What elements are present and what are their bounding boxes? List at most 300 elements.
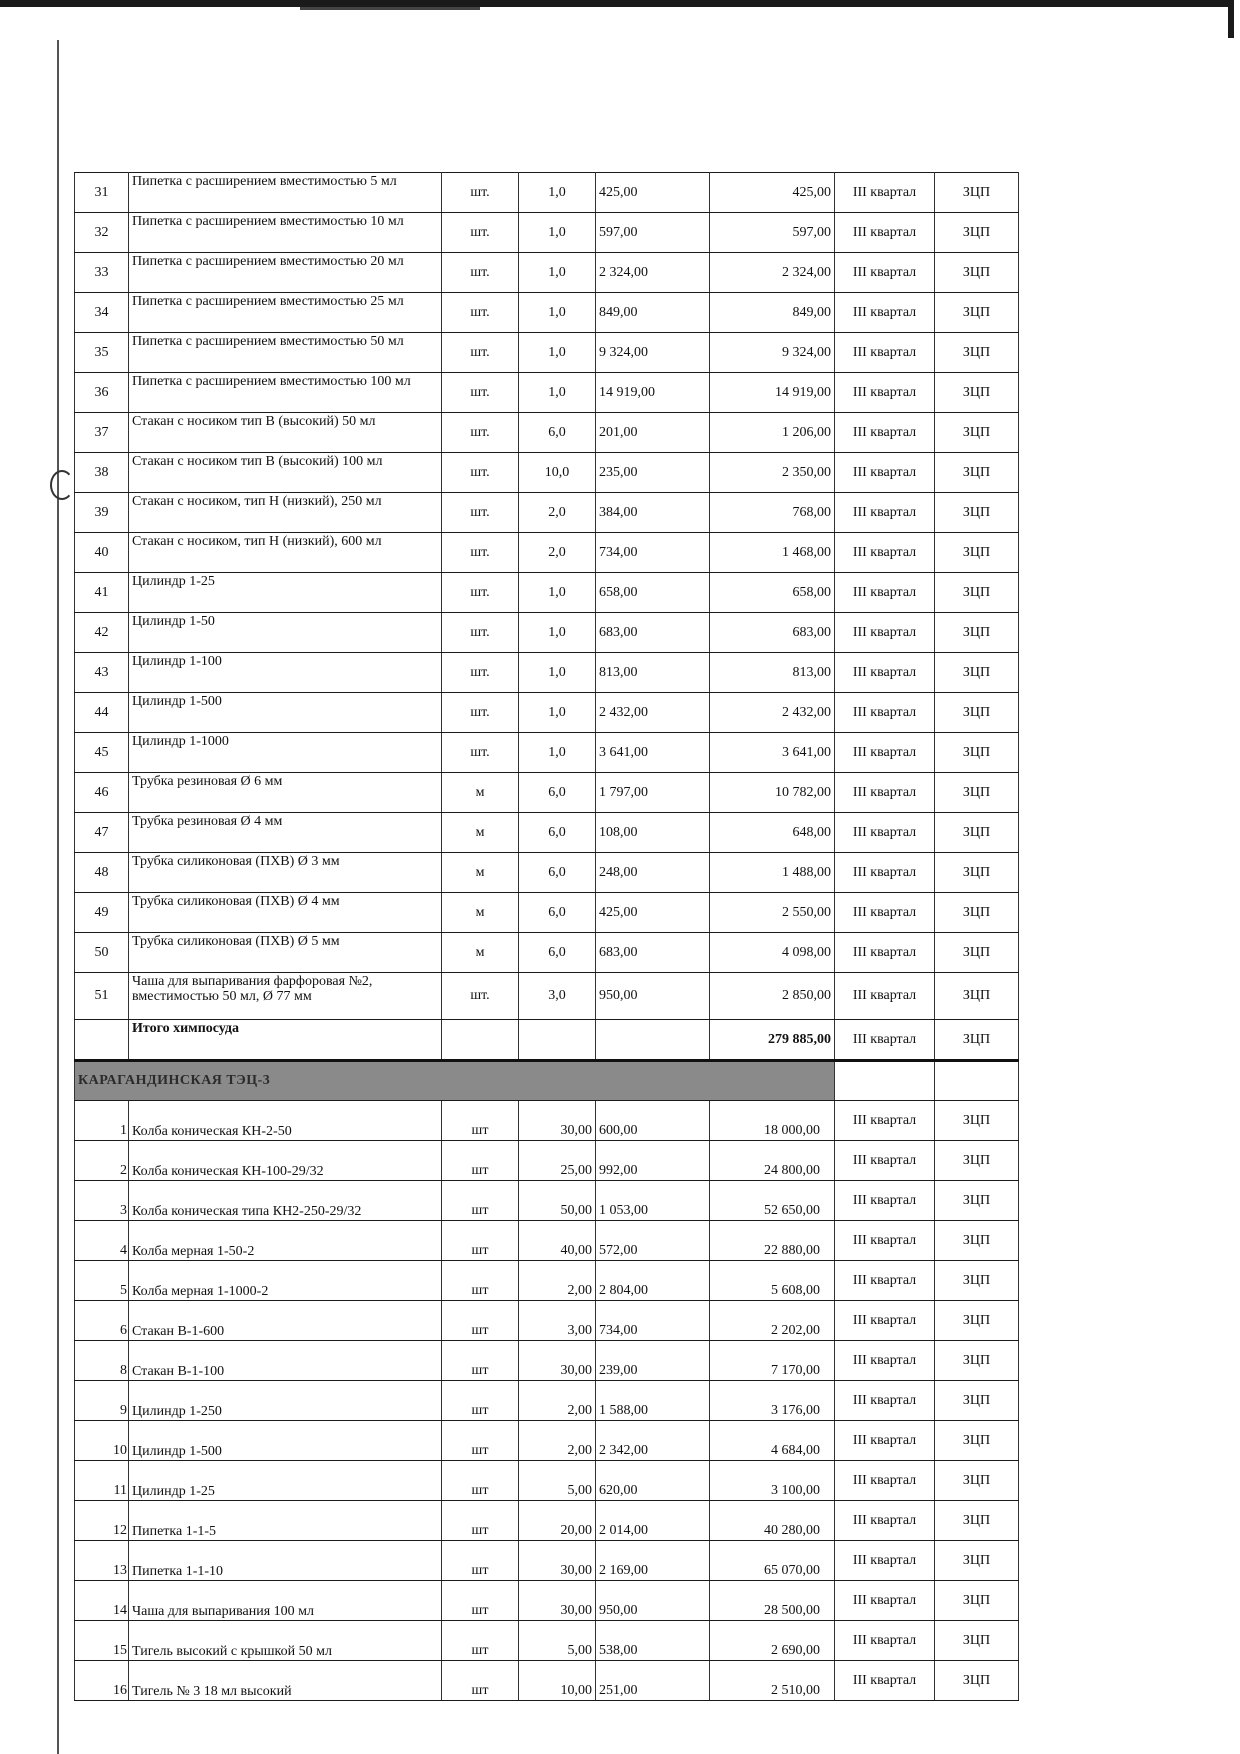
table-row	[75, 1581, 1019, 1621]
unit-price: 992,00	[596, 1141, 710, 1181]
quantity: 6,0	[519, 893, 596, 933]
price-source: ЗЦП	[935, 1301, 1019, 1341]
row-number: 36	[75, 373, 129, 413]
price-source: ЗЦП	[935, 1181, 1019, 1221]
item-name: Пипетка 1-1-10	[129, 1541, 442, 1581]
unit-price: 239,00	[596, 1341, 710, 1381]
item-name: Пипетка с расширением вместимостью 100 мл	[129, 373, 442, 413]
unit: шт	[442, 1421, 519, 1461]
price-source: ЗЦП	[935, 373, 1019, 413]
scan-top-border	[0, 0, 1228, 7]
unit: шт	[442, 1501, 519, 1541]
price-source: ЗЦП	[935, 493, 1019, 533]
quantity: 1,0	[519, 573, 596, 613]
total-quarter: III квартал	[835, 1020, 935, 1061]
item-name: Колба коническая КН-2-50	[129, 1101, 442, 1141]
unit: шт.	[442, 573, 519, 613]
price-source: ЗЦП	[935, 1581, 1019, 1621]
row-number: 1	[75, 1101, 129, 1141]
amount: 1 488,00	[710, 853, 835, 893]
quantity: 30,00	[519, 1541, 596, 1581]
quantity: 1,0	[519, 213, 596, 253]
table-row	[75, 413, 1019, 453]
row-number: 14	[75, 1581, 129, 1621]
amount: 3 100,00	[710, 1461, 835, 1501]
quantity: 30,00	[519, 1101, 596, 1141]
total-amount: 279 885,00	[710, 1020, 835, 1061]
amount: 2 202,00	[710, 1301, 835, 1341]
table-row	[75, 1261, 1019, 1301]
item-name: Цилиндр 1-100	[129, 653, 442, 693]
amount: 52 650,00	[710, 1181, 835, 1221]
quantity: 6,0	[519, 773, 596, 813]
table-row	[75, 1621, 1019, 1661]
delivery-quarter: III квартал	[835, 1461, 935, 1501]
table-row	[75, 533, 1019, 573]
table-row	[75, 333, 1019, 373]
price-source: ЗЦП	[935, 653, 1019, 693]
item-name: Пипетка с расширением вместимостью 25 мл	[129, 293, 442, 333]
table-row	[75, 1461, 1019, 1501]
delivery-quarter: III квартал	[835, 1541, 935, 1581]
unit-price: 683,00	[596, 613, 710, 653]
scan-corner-mark	[1228, 0, 1234, 38]
price-source: ЗЦП	[935, 973, 1019, 1020]
unit-price: 235,00	[596, 453, 710, 493]
quantity: 6,0	[519, 853, 596, 893]
item-name: Стакан с носиком тип В (высокий) 100 мл	[129, 453, 442, 493]
table-row	[75, 1381, 1019, 1421]
amount: 597,00	[710, 213, 835, 253]
unit-price: 425,00	[596, 173, 710, 213]
row-number: 10	[75, 1421, 129, 1461]
item-name: Цилиндр 1-25	[129, 573, 442, 613]
amount: 9 324,00	[710, 333, 835, 373]
price-source: ЗЦП	[935, 1421, 1019, 1461]
quantity: 2,0	[519, 493, 596, 533]
unit: шт.	[442, 533, 519, 573]
total-row	[75, 1020, 1019, 1061]
unit-price: 734,00	[596, 1301, 710, 1341]
table-row	[75, 1301, 1019, 1341]
item-name: Чаша для выпаривания фарфоровая №2, вместимостью 50 мл, Ø 77 мм	[129, 973, 442, 1020]
amount: 18 000,00	[710, 1101, 835, 1141]
table-row	[75, 1661, 1019, 1701]
unit-price: 849,00	[596, 293, 710, 333]
delivery-quarter: III квартал	[835, 693, 935, 733]
table-row	[75, 1421, 1019, 1461]
table-row	[75, 373, 1019, 413]
item-name: Чаша для выпаривания 100 мл	[129, 1581, 442, 1621]
table-row	[75, 853, 1019, 893]
row-number: 3	[75, 1181, 129, 1221]
unit: м	[442, 853, 519, 893]
table-row	[75, 893, 1019, 933]
section-empty-cell	[835, 1061, 935, 1101]
item-name: Пипетка с расширением вместимостью 50 мл	[129, 333, 442, 373]
row-number: 38	[75, 453, 129, 493]
amount: 1 206,00	[710, 413, 835, 453]
row-number: 51	[75, 973, 129, 1020]
amount: 2 432,00	[710, 693, 835, 733]
table-row	[75, 693, 1019, 733]
delivery-quarter: III квартал	[835, 853, 935, 893]
table-row	[75, 573, 1019, 613]
price-source: ЗЦП	[935, 733, 1019, 773]
row-number: 13	[75, 1541, 129, 1581]
price-source: ЗЦП	[935, 893, 1019, 933]
row-number: 9	[75, 1381, 129, 1421]
amount: 10 782,00	[710, 773, 835, 813]
delivery-quarter: III квартал	[835, 293, 935, 333]
delivery-quarter: III квартал	[835, 453, 935, 493]
total-price-cell	[596, 1020, 710, 1061]
amount: 648,00	[710, 813, 835, 853]
section-empty-cell	[935, 1061, 1019, 1101]
row-number: 6	[75, 1301, 129, 1341]
unit: шт.	[442, 253, 519, 293]
amount: 4 098,00	[710, 933, 835, 973]
unit-price: 572,00	[596, 1221, 710, 1261]
row-number: 46	[75, 773, 129, 813]
unit-price: 597,00	[596, 213, 710, 253]
table-row	[75, 653, 1019, 693]
table-row	[75, 613, 1019, 653]
item-name: Тигель № 3 18 мл высокий	[129, 1661, 442, 1701]
amount: 14 919,00	[710, 373, 835, 413]
amount: 40 280,00	[710, 1501, 835, 1541]
table-row	[75, 1501, 1019, 1541]
unit: шт	[442, 1101, 519, 1141]
unit-price: 2 432,00	[596, 693, 710, 733]
unit-price: 683,00	[596, 933, 710, 973]
quantity: 6,0	[519, 933, 596, 973]
amount: 28 500,00	[710, 1581, 835, 1621]
unit-price: 2 342,00	[596, 1421, 710, 1461]
delivery-quarter: III квартал	[835, 493, 935, 533]
quantity: 5,00	[519, 1621, 596, 1661]
price-source: ЗЦП	[935, 1461, 1019, 1501]
delivery-quarter: III квартал	[835, 1501, 935, 1541]
quantity: 3,00	[519, 1301, 596, 1341]
quantity: 2,0	[519, 533, 596, 573]
unit: шт.	[442, 493, 519, 533]
row-number: 8	[75, 1341, 129, 1381]
amount: 849,00	[710, 293, 835, 333]
unit-price: 425,00	[596, 893, 710, 933]
delivery-quarter: III квартал	[835, 413, 935, 453]
total-label: Итого химпосуда	[129, 1020, 442, 1061]
unit-price: 248,00	[596, 853, 710, 893]
quantity: 30,00	[519, 1341, 596, 1381]
price-source: ЗЦП	[935, 1381, 1019, 1421]
unit-price: 950,00	[596, 1581, 710, 1621]
delivery-quarter: III квартал	[835, 1421, 935, 1461]
item-name: Стакан с носиком, тип Н (низкий), 250 мл	[129, 493, 442, 533]
quantity: 10,0	[519, 453, 596, 493]
delivery-quarter: III квартал	[835, 373, 935, 413]
delivery-quarter: III квартал	[835, 813, 935, 853]
table-row	[75, 1181, 1019, 1221]
item-name: Тигель высокий с крышкой 50 мл	[129, 1621, 442, 1661]
unit-price: 538,00	[596, 1621, 710, 1661]
price-source: ЗЦП	[935, 173, 1019, 213]
row-number: 39	[75, 493, 129, 533]
quantity: 2,00	[519, 1381, 596, 1421]
row-number: 15	[75, 1621, 129, 1661]
amount: 2 510,00	[710, 1661, 835, 1701]
row-number: 43	[75, 653, 129, 693]
unit-price: 2 014,00	[596, 1501, 710, 1541]
quantity: 1,0	[519, 173, 596, 213]
item-name: Цилиндр 1-1000	[129, 733, 442, 773]
quantity: 20,00	[519, 1501, 596, 1541]
quantity: 30,00	[519, 1581, 596, 1621]
amount: 683,00	[710, 613, 835, 653]
unit-price: 620,00	[596, 1461, 710, 1501]
item-name: Трубка резиновая Ø 6 мм	[129, 773, 442, 813]
unit-price: 950,00	[596, 973, 710, 1020]
table-row	[75, 733, 1019, 773]
unit: шт.	[442, 293, 519, 333]
row-number: 33	[75, 253, 129, 293]
unit: м	[442, 813, 519, 853]
delivery-quarter: III квартал	[835, 1341, 935, 1381]
unit-price: 2 804,00	[596, 1261, 710, 1301]
unit: шт	[442, 1261, 519, 1301]
quantity: 1,0	[519, 693, 596, 733]
unit: шт	[442, 1621, 519, 1661]
unit-price: 1 053,00	[596, 1181, 710, 1221]
price-source: ЗЦП	[935, 453, 1019, 493]
unit: шт.	[442, 693, 519, 733]
table-row	[75, 933, 1019, 973]
unit-price: 201,00	[596, 413, 710, 453]
delivery-quarter: III квартал	[835, 973, 935, 1020]
item-name: Цилиндр 1-50	[129, 613, 442, 653]
row-number: 41	[75, 573, 129, 613]
unit: м	[442, 893, 519, 933]
item-name: Трубка силиконовая (ПХВ) Ø 4 мм	[129, 893, 442, 933]
unit-price: 1 797,00	[596, 773, 710, 813]
row-number: 49	[75, 893, 129, 933]
price-source: ЗЦП	[935, 693, 1019, 733]
amount: 768,00	[710, 493, 835, 533]
total-unit-cell	[442, 1020, 519, 1061]
unit-price: 734,00	[596, 533, 710, 573]
item-name: Пипетка с расширением вместимостью 20 мл	[129, 253, 442, 293]
row-number: 44	[75, 693, 129, 733]
unit-price: 2 324,00	[596, 253, 710, 293]
table-row	[75, 253, 1019, 293]
unit-price: 384,00	[596, 493, 710, 533]
row-number: 4	[75, 1221, 129, 1261]
quantity: 50,00	[519, 1181, 596, 1221]
delivery-quarter: III квартал	[835, 333, 935, 373]
item-name: Стакан В-1-100	[129, 1341, 442, 1381]
delivery-quarter: III квартал	[835, 1101, 935, 1141]
delivery-quarter: III квартал	[835, 173, 935, 213]
delivery-quarter: III квартал	[835, 613, 935, 653]
row-number: 34	[75, 293, 129, 333]
unit: шт	[442, 1381, 519, 1421]
table-row	[75, 773, 1019, 813]
total-qty-cell	[519, 1020, 596, 1061]
row-number: 32	[75, 213, 129, 253]
amount: 658,00	[710, 573, 835, 613]
price-source: ЗЦП	[935, 413, 1019, 453]
unit: шт.	[442, 733, 519, 773]
total-number-cell	[75, 1020, 129, 1061]
unit: шт.	[442, 373, 519, 413]
row-number: 42	[75, 613, 129, 653]
unit: шт.	[442, 453, 519, 493]
amount: 5 608,00	[710, 1261, 835, 1301]
unit: шт	[442, 1341, 519, 1381]
price-source: ЗЦП	[935, 853, 1019, 893]
price-source: ЗЦП	[935, 1501, 1019, 1541]
quantity: 6,0	[519, 413, 596, 453]
amount: 2 850,00	[710, 973, 835, 1020]
row-number: 2	[75, 1141, 129, 1181]
amount: 2 690,00	[710, 1621, 835, 1661]
delivery-quarter: III квартал	[835, 213, 935, 253]
quantity: 1,0	[519, 613, 596, 653]
table-row	[75, 213, 1019, 253]
unit: м	[442, 933, 519, 973]
price-source: ЗЦП	[935, 1101, 1019, 1141]
row-number: 50	[75, 933, 129, 973]
price-source: ЗЦП	[935, 333, 1019, 373]
delivery-quarter: III квартал	[835, 1221, 935, 1261]
item-name: Пипетка с расширением вместимостью 5 мл	[129, 173, 442, 213]
delivery-quarter: III квартал	[835, 533, 935, 573]
row-number: 45	[75, 733, 129, 773]
item-name: Цилиндр 1-250	[129, 1381, 442, 1421]
quantity: 1,0	[519, 293, 596, 333]
unit: шт	[442, 1541, 519, 1581]
unit: шт.	[442, 173, 519, 213]
unit: шт	[442, 1221, 519, 1261]
table-row	[75, 453, 1019, 493]
unit: шт	[442, 1581, 519, 1621]
amount: 2 550,00	[710, 893, 835, 933]
quantity: 40,00	[519, 1221, 596, 1261]
price-source: ЗЦП	[935, 1221, 1019, 1261]
item-name: Трубка силиконовая (ПХВ) Ø 3 мм	[129, 853, 442, 893]
unit: шт	[442, 1661, 519, 1701]
table-row	[75, 1141, 1019, 1181]
price-source: ЗЦП	[935, 573, 1019, 613]
unit: шт.	[442, 653, 519, 693]
amount: 813,00	[710, 653, 835, 693]
unit-price: 1 588,00	[596, 1381, 710, 1421]
unit: шт.	[442, 213, 519, 253]
quantity: 1,0	[519, 333, 596, 373]
price-source: ЗЦП	[935, 213, 1019, 253]
delivery-quarter: III квартал	[835, 893, 935, 933]
amount: 22 880,00	[710, 1221, 835, 1261]
delivery-quarter: III квартал	[835, 573, 935, 613]
amount: 24 800,00	[710, 1141, 835, 1181]
unit: шт	[442, 1181, 519, 1221]
table-row	[75, 1341, 1019, 1381]
quantity: 1,0	[519, 733, 596, 773]
price-source: ЗЦП	[935, 253, 1019, 293]
item-name: Колба коническая типа КН2-250-29/32	[129, 1181, 442, 1221]
item-name: Трубка резиновая Ø 4 мм	[129, 813, 442, 853]
row-number: 5	[75, 1261, 129, 1301]
unit: шт.	[442, 613, 519, 653]
row-number: 47	[75, 813, 129, 853]
unit-price: 14 919,00	[596, 373, 710, 413]
unit-price: 251,00	[596, 1661, 710, 1701]
delivery-quarter: III квартал	[835, 1141, 935, 1181]
item-name: Трубка силиконовая (ПХВ) Ø 5 мм	[129, 933, 442, 973]
binding-margin-line	[57, 40, 59, 1754]
unit-price: 658,00	[596, 573, 710, 613]
delivery-quarter: III квартал	[835, 253, 935, 293]
delivery-quarter: III квартал	[835, 1661, 935, 1701]
price-source: ЗЦП	[935, 293, 1019, 333]
table-row	[75, 813, 1019, 853]
item-name: Колба мерная 1-1000-2	[129, 1261, 442, 1301]
delivery-quarter: III квартал	[835, 1301, 935, 1341]
quantity: 25,00	[519, 1141, 596, 1181]
scan-top-border-tail	[300, 7, 480, 10]
delivery-quarter: III квартал	[835, 1181, 935, 1221]
quantity: 6,0	[519, 813, 596, 853]
price-source: ЗЦП	[935, 1261, 1019, 1301]
item-name: Стакан В-1-600	[129, 1301, 442, 1341]
price-source: ЗЦП	[935, 1661, 1019, 1701]
table-row	[75, 1221, 1019, 1261]
amount: 1 468,00	[710, 533, 835, 573]
item-name: Стакан с носиком, тип Н (низкий), 600 мл	[129, 533, 442, 573]
item-name: Цилиндр 1-500	[129, 1421, 442, 1461]
row-number: 11	[75, 1461, 129, 1501]
quantity: 10,00	[519, 1661, 596, 1701]
price-source: ЗЦП	[935, 1141, 1019, 1181]
delivery-quarter: III квартал	[835, 1261, 935, 1301]
item-name: Стакан с носиком тип В (высокий) 50 мл	[129, 413, 442, 453]
table-row	[75, 493, 1019, 533]
table-row	[75, 293, 1019, 333]
unit: шт.	[442, 333, 519, 373]
quantity: 1,0	[519, 373, 596, 413]
row-number: 16	[75, 1661, 129, 1701]
quantity: 3,0	[519, 973, 596, 1020]
row-number: 12	[75, 1501, 129, 1541]
item-name: Пипетка 1-1-5	[129, 1501, 442, 1541]
amount: 7 170,00	[710, 1341, 835, 1381]
delivery-quarter: III квартал	[835, 1621, 935, 1661]
quantity: 1,0	[519, 253, 596, 293]
row-number: 48	[75, 853, 129, 893]
price-source: ЗЦП	[935, 773, 1019, 813]
unit: м	[442, 773, 519, 813]
item-name: Колба коническая КН-100-29/32	[129, 1141, 442, 1181]
delivery-quarter: III квартал	[835, 733, 935, 773]
unit-price: 600,00	[596, 1101, 710, 1141]
item-name: Цилиндр 1-25	[129, 1461, 442, 1501]
hole-punch-mark	[50, 470, 74, 500]
price-source: ЗЦП	[935, 933, 1019, 973]
unit-price: 108,00	[596, 813, 710, 853]
unit: шт.	[442, 973, 519, 1020]
table-row	[75, 1541, 1019, 1581]
price-source: ЗЦП	[935, 1341, 1019, 1381]
